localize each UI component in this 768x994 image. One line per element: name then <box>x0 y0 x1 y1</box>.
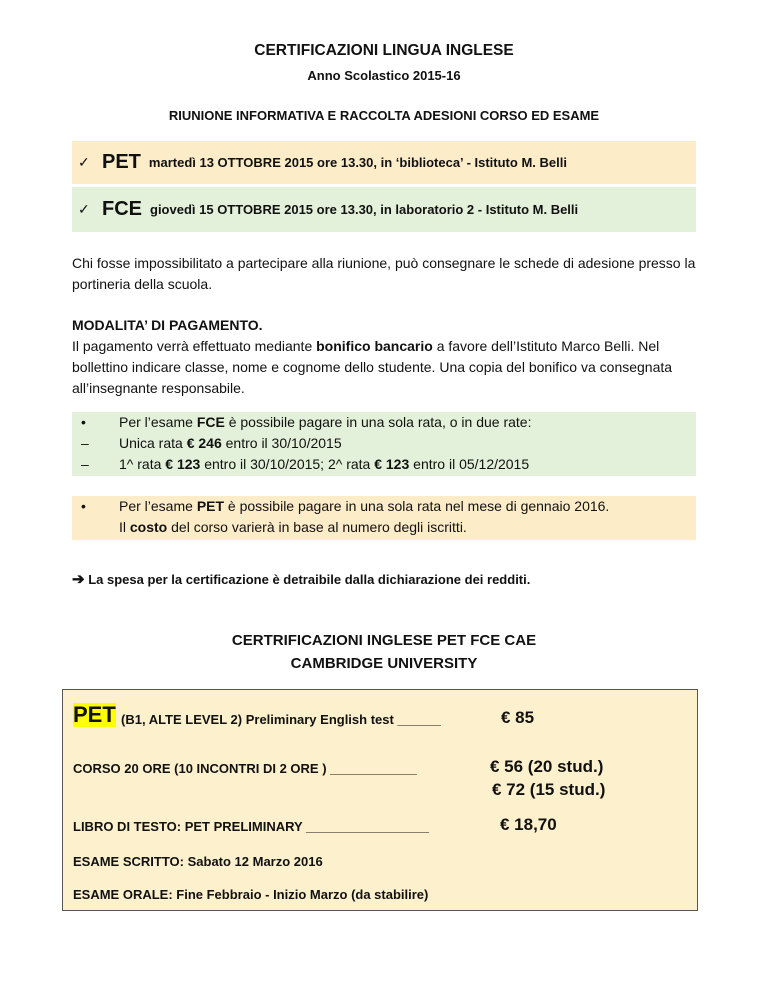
arrow-right-icon: ➔ <box>72 571 85 588</box>
check-icon: ✓ <box>78 154 90 170</box>
fce-label: FCE <box>102 198 142 220</box>
document-title: CERTIFICAZIONI LINGUA INGLESE <box>254 42 514 59</box>
pet-meeting-band <box>72 141 696 184</box>
fce-meeting-details: giovedì 15 OTTOBRE 2015 ore 13.30, in laboratorio 2 - Istituto M. Belli <box>150 202 579 217</box>
absence-note: Chi fosse impossibilitato a partecipare alla riunione, può consegnare le schede di adesione presso la portineria della scuola. <box>72 255 696 292</box>
dash-icon: – <box>81 435 89 451</box>
list-item: – Unica rata € 246 entro il 30/10/2015 <box>72 433 696 454</box>
fce-meeting-band <box>72 187 696 232</box>
dash-icon: – <box>81 456 89 472</box>
section-subtitle: CAMBRIDGE UNIVERSITY <box>290 655 478 672</box>
course-price-15: € 72 (15 stud.) <box>492 780 606 799</box>
deduction-note: ➔ La spesa per la certificazione è detraibile dalla dichiarazione dei redditi. <box>72 571 531 588</box>
bullet-icon: • <box>81 498 86 514</box>
fce-payment-box <box>72 412 696 476</box>
pet-level: (B1, ALTE LEVEL 2) Preliminary English test ______ <box>121 712 441 727</box>
meeting-heading: RIUNIONE INFORMATIVA E RACCOLTA ADESIONI CORSO ED ESAME <box>168 108 600 123</box>
textbook-info: LIBRO DI TESTO: PET PRELIMINARY _________________ <box>73 819 429 834</box>
pet-meeting-details: martedì 13 OTTOBRE 2015 ore 13.30, in ‘biblioteca’ - Istituto M. Belli <box>148 155 567 170</box>
bullet-icon: • <box>81 414 86 430</box>
pet-label: PET <box>102 151 141 173</box>
payment-text: Il pagamento verrà effettuato mediante bonifico bancario a favore dell’Istituto Marco Belli. Nel bollettino indicare classe, nome e cognome dello studente. Una copia del bonifico va consegnata all’insegnante responsabile. <box>72 338 673 396</box>
course-info: CORSO 20 ORE (10 INCONTRI DI 2 ORE ) ____________ <box>73 761 417 776</box>
payment-heading: MODALITA’ DI PAGAMENTO. <box>72 317 263 333</box>
pet-highlight-label: PET <box>73 702 116 727</box>
textbook-price: € 18,70 <box>500 815 557 834</box>
pet-details-box <box>62 689 698 911</box>
section-title: CERTRIFICAZIONI INGLESE PET FCE CAE <box>231 632 537 649</box>
pet-payment-box <box>72 496 696 540</box>
list-item: • Per l’esame PET è possibile pagare in una sola rata nel mese di gennaio 2016. <box>72 496 696 517</box>
list-item: • Per l’esame FCE è possibile pagare in una sola rata, o in due rate: <box>72 412 696 433</box>
pet-exam-price: € 85 <box>501 708 535 727</box>
school-year: Anno Scolastico 2015-16 <box>307 68 461 83</box>
written-exam-date: ESAME SCRITTO: Sabato 12 Marzo 2016 <box>73 854 323 869</box>
list-item-continuation: Il costo del corso varierà in base al numero degli iscritti. <box>119 519 467 535</box>
oral-exam-date: ESAME ORALE: Fine Febbraio - Inizio Marzo (da stabilire) <box>73 887 429 902</box>
check-icon: ✓ <box>78 201 90 217</box>
list-item: – 1^ rata € 123 entro il 30/10/2015; 2^ rata € 123 entro il 05/12/2015 <box>72 454 696 475</box>
payment-section <box>72 315 696 399</box>
course-price-20: € 56 (20 stud.) <box>490 757 604 776</box>
